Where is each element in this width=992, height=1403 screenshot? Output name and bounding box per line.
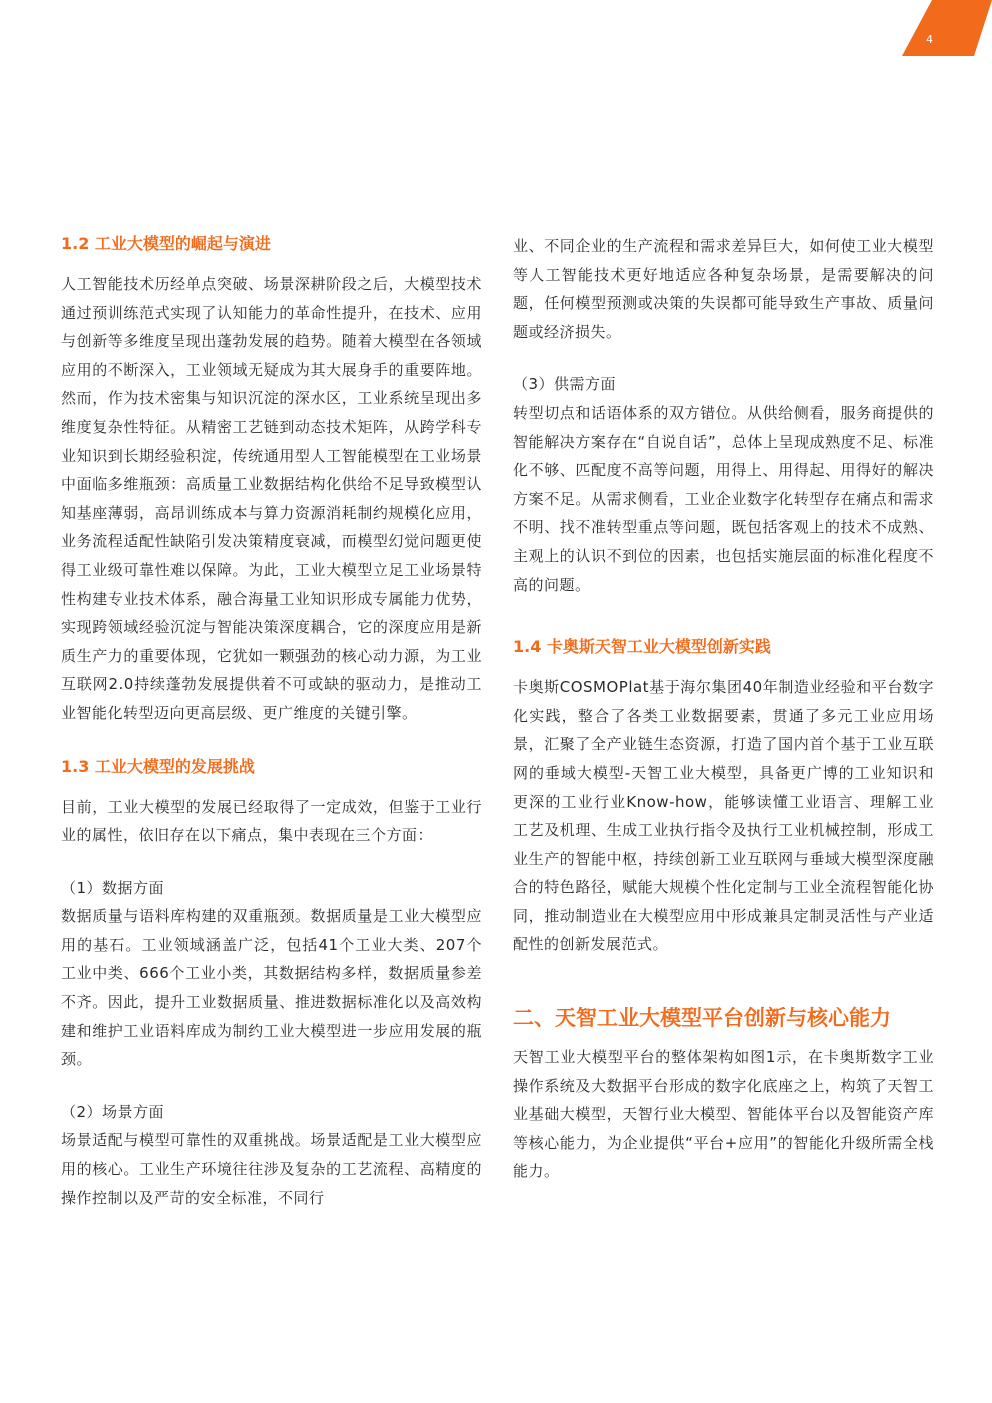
- section-1-4-body: 卡奥斯COSMOPlat基于海尔集团40年制造业经验和平台数字化实践，整合了各类工业数据要素，贯通了多元工业应用场景，汇聚了全产业链生态资源，打造了国内首个基于工业互联网的垂域大模型-天智工业大模型，具备更广博的工业知识和更深的工业行业Know-how，能够读懂工业语言、理解工业工艺及机理、生成工业执行指令及执行工业机械控制，形成工业生产的智能中枢，持续创新工业互联网与垂域大模型深度融合的特色路径，赋能大规模个性化定制与工业全流程智能化协同，推动制造业在大模型应用中形成兼具定制灵活性与产业适配性的创新发展范式。: [513, 678, 934, 954]
- section-1-3-intro: 目前，工业大模型的发展已经取得了一定成效，但鉴于工业行业的属性，依旧存在以下痛点，集中表现在三个方面：: [61, 797, 482, 845]
- page-number: 4: [926, 33, 933, 46]
- section-1-3-title: 1.3 工业大模型的发展挑战: [61, 756, 255, 776]
- data-aspect-body: 数据质量与语料库构建的双重瓶颈。数据质量是工业大模型应用的基石。工业领域涵盖广泛，包括41个工业大类、207个工业中类、666个工业小类，其数据结构多样，数据质量参差不齐。因此，提升工业数据质量、推进数据标准化以及高效构建和维护工业语料库成为制约工业大模型进一步应用发展的瓶颈。: [61, 907, 482, 1069]
- section-1-2-body: 人工智能技术历经单点突破、场景深耕阶段之后，大模型技术通过预训练范式实现了认知能力的革命性提升，在技术、应用与创新等多维度呈现出蓬勃发展的趋势。随着大模型在各领域应用的不断深入，工业领域无疑成为其大展身手的重要阵地。然而，作为技术密集与知识沉淀的深水区，工业系统呈现出多维度复杂性特征。从精密工艺链到动态技术矩阵，从跨学科专业知识到长期经验积淀，传统通用型人工智能模型在工业场景中面临多维瓶颈：高质量工业数据结构化供给不足导致模型认知基座薄弱，高昂训练成本与算力资源消耗制约规模化应用，业务流程适配性缺陷引发决策精度衰减，而模型幻觉问题更使得工业级可靠性难以保障。为此，工业大模型立足工业场景特性构建专业技术体系，融合海量工业知识形成专属能力优势，实现跨领域经验沉淀与智能决策深度耦合，它的深度应用是新质生产力的重要体现，它犹如一颗强劲的核心动力源，为工业互联网2.0持续蓬勃发展提供着不可或缺的驱动力，是推动工业智能化转型迈向更高层级、更广维度的关键引擎。: [61, 275, 482, 722]
- orange-corner-shape: [902, 0, 992, 56]
- left-column: [61, 232, 482, 1212]
- data-aspect-heading: （1）数据方面: [61, 878, 165, 897]
- scene-aspect-body: 场景适配与模型可靠性的双重挑战。场景适配是工业大模型应用的核心。工业生产环境往往涉及复杂的工艺流程、高精度的操作控制以及严苛的安全标准，不同行: [61, 1131, 482, 1207]
- right-column: [513, 232, 934, 1186]
- chapter-2-body: 天智工业大模型平台的整体架构如图1示，在卡奥斯数字工业操作系统及大数据平台形成的数字化底座之上，构筑了天智工业基础大模型，天智行业大模型、智能体平台以及智能资产库等核心能力，为企业提供“平台+应用”的智能化升级所需全栈能力。: [513, 1048, 934, 1181]
- supply-demand-body: 转型切点和话语体系的双方错位。从供给侧看，服务商提供的智能解决方案存在“自说自话”，总体上呈现成熟度不足、标准化不够、匹配度不高等问题，用得上、用得起、用得好的解决方案不足。从需求侧看，工业企业数字化转型存在痛点和需求不明、找不准转型重点等问题，既包括客观上的技术不成熟、主观上的认识不到位的因素，也包括实施层面的标准化程度不高的问题。: [513, 403, 934, 594]
- scene-aspect-heading: （2）场景方面: [61, 1102, 165, 1121]
- section-1-4-title: 1.4 卡奥斯天智工业大模型创新实践: [513, 637, 771, 657]
- chapter-2-title: 二、天智工业大模型平台创新与核心能力: [513, 1006, 891, 1031]
- section-1-2-title: 1.2 工业大模型的崛起与演进: [61, 234, 271, 253]
- page-corner-tab: [902, 0, 992, 56]
- scene-aspect-body-continued: 业、不同企业的生产流程和需求差异巨大，如何使工业大模型等人工智能技术更好地适应各种复杂场景，是需要解决的问题，任何模型预测或决策的失误都可能导致生产事故、质量问题或经济损失。: [513, 237, 934, 341]
- supply-demand-heading: （3）供需方面: [513, 375, 617, 394]
